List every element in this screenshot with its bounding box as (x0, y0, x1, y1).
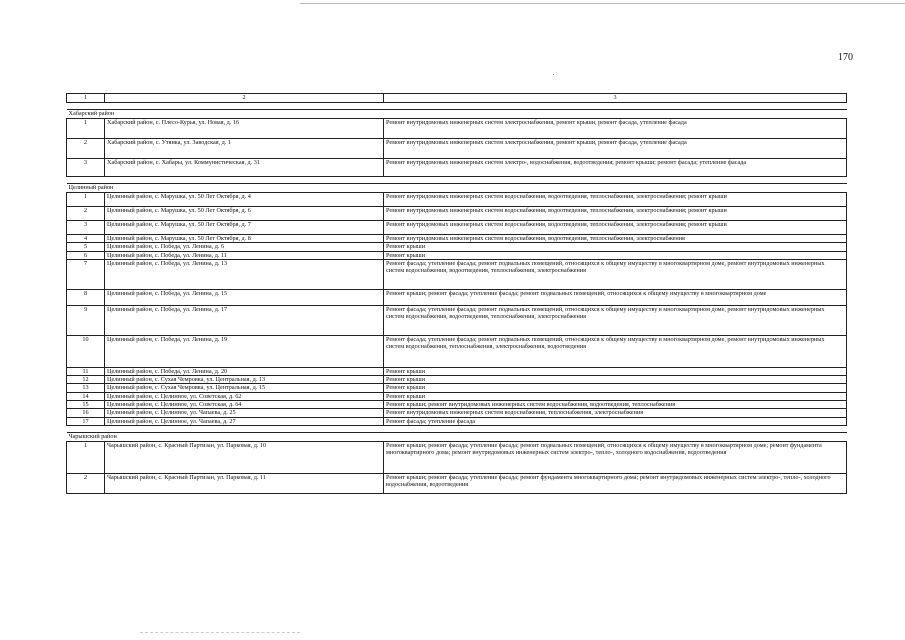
row-number: 2 (67, 473, 105, 493)
row-number: 6 (67, 251, 105, 259)
row-number: 8 (67, 289, 105, 305)
row-address: Целинный район, с. Победа, ул. Ленина, д. 17 (105, 305, 384, 335)
row-address: Целинный район, с. Марушка, ул. 50 Лет Октября, д. 7 (105, 221, 384, 235)
row-number: 11 (67, 367, 105, 375)
row-works: Ремонт крыши (384, 367, 847, 375)
row-works: Ремонт крыши; ремонт фасада; утепление фасада; ремонт подвальных помещений, относящихся к общему имуществу в многоквартирном доме; ремонт фундамента многоквартирного дома; ремонт внутридомовых инженерных систем электро-, тепло-, холодного водоснабжения, водоотведения (384, 441, 847, 473)
section-title: Хабарский район (67, 110, 847, 119)
table-row (67, 473, 847, 493)
row-address: Целинный район, с. Победа, ул. Ленина, д. 19 (105, 335, 384, 367)
table-row (67, 409, 847, 417)
section-title: Целинный район (67, 184, 847, 193)
row-works: Ремонт фасада; утепление фасада (384, 417, 847, 425)
section-spacer (67, 425, 847, 432)
table-row (67, 207, 847, 221)
section-title: Чарышский район (67, 432, 847, 441)
table-row (67, 193, 847, 207)
row-works: Ремонт фасада; утепление фасада; ремонт подвальных помещений, относящихся к общему имуществу в многоквартирном доме, ремонт внутридомовых инженерных систем водоснабжения, водоотведения, теплоснабжения, электроснабжения (384, 305, 847, 335)
row-address: Хабарский район, с. Хабары, ул. Коммунистическая, д. 31 (105, 159, 384, 177)
row-works: Ремонт внутридомовых инженерных систем водоснабжения, водоотведения, теплоснабжения, электроснабжения; ремонт крыши (384, 193, 847, 207)
row-number: 5 (67, 243, 105, 251)
table-row (67, 251, 847, 259)
row-works: Ремонт крыши; ремонт внутридомовых инженерных систем водоснабжения, водоотведения, теплоснабжения (384, 401, 847, 409)
table-row (67, 367, 847, 375)
row-number: 1 (67, 441, 105, 473)
section-spacer-cell (67, 103, 847, 110)
row-address: Целинный район, с. Марушка, ул. 50 Лет Октября, д. 6 (105, 207, 384, 221)
section-spacer-cell (67, 425, 847, 432)
page-number: 170 (838, 52, 853, 63)
row-works: Ремонт крыши (384, 384, 847, 392)
row-works: Ремонт внутридомовых инженерных систем электроснабжения, ремонт крыши, ремонт фасада, утепление фасада (384, 139, 847, 159)
housing-repair-table (66, 93, 847, 494)
row-number: 12 (67, 376, 105, 384)
row-address: Хабарский район, с. Плесо-Курья, ул. Новая, д. 16 (105, 119, 384, 139)
row-number: 16 (67, 409, 105, 417)
row-works: Ремонт крыши (384, 392, 847, 400)
table-row (67, 119, 847, 139)
row-works: Ремонт крыши (384, 251, 847, 259)
row-number: 15 (67, 401, 105, 409)
row-works: Ремонт крыши (384, 243, 847, 251)
row-address: Целинный район, с. Целинное, ул. Советская, д. 62 (105, 392, 384, 400)
row-number: 14 (67, 392, 105, 400)
column-header-number: 1 (67, 94, 105, 103)
row-address: Чарышский район, с. Красный Партизан, ул. Парковая, д. 10 (105, 441, 384, 473)
section-spacer (67, 177, 847, 184)
row-address: Целинный район, с. Сухая Чемровка, ул. Центральная, д. 15 (105, 384, 384, 392)
row-number: 4 (67, 235, 105, 243)
table-row (67, 392, 847, 400)
row-number: 2 (67, 207, 105, 221)
row-address: Целинный район, с. Победа, ул. Ленина, д. 20 (105, 367, 384, 375)
row-works: Ремонт внутридомовых инженерных систем электроснабжения, ремонт крыши, ремонт фасада, утепление фасада (384, 119, 847, 139)
table-row (67, 289, 847, 305)
row-number: 10 (67, 335, 105, 367)
section-spacer (67, 103, 847, 110)
row-number: 9 (67, 305, 105, 335)
row-address: Чарышский район, с. Красный Партизан, ул. Парковая, д. 11 (105, 473, 384, 493)
row-address: Целинный район, с. Победа, ул. Ленина, д. 11 (105, 251, 384, 259)
row-number: 13 (67, 384, 105, 392)
row-address: Целинный район, с. Целинное, ул. Чапаева, д. 27 (105, 417, 384, 425)
row-number: 17 (67, 417, 105, 425)
row-address: Целинный район, с. Сухая Чемровка, ул. Центральная, д. 13 (105, 376, 384, 384)
table-row (67, 243, 847, 251)
row-works: Ремонт внутридомовых инженерных систем водоснабжения, водоотведения, теплоснабжения, электроснабжения; ремонт крыши (384, 207, 847, 221)
row-address: Хабарский район, с. Утянка, ул. Заводская, д. 1 (105, 139, 384, 159)
table-header-row (67, 94, 847, 103)
table-row (67, 441, 847, 473)
row-address: Целинный район, с. Целинное, ул. Советская, д. 64 (105, 401, 384, 409)
section-title-row (67, 184, 847, 193)
row-address: Целинный район, с. Марушка, ул. 50 Лет Октября, д. 4 (105, 193, 384, 207)
table-row (67, 259, 847, 289)
column-header-address: 2 (105, 94, 384, 103)
row-works: Ремонт внутридомовых инженерных систем водоснабжения, водоотведения, теплоснабжения, электроснабжения (384, 235, 847, 243)
row-works: Ремонт крыши; ремонт фасада; утепление фасада; ремонт фундамента многоквартирного дома; ремонт внутридомовых инженерных систем электро-, тепло-, холодного водоснабжения, водоотведения (384, 473, 847, 493)
table-row (67, 221, 847, 235)
row-address: Целинный район, с. Целинное, ул. Чапаева, д. 25 (105, 409, 384, 417)
table-body (67, 103, 847, 494)
section-title-row (67, 432, 847, 441)
column-header-works: 3 (384, 94, 847, 103)
table-row (67, 417, 847, 425)
table-row (67, 335, 847, 367)
scan-border-line (300, 3, 905, 4)
row-address: Целинный район, с. Победа, ул. Ленина, д. 15 (105, 289, 384, 305)
table-row (67, 384, 847, 392)
row-works: Ремонт внутридомовых инженерных систем электро-, водоснабжения, водоотведения; ремонт крыши; ремонт фасада; утепление фасада (384, 159, 847, 177)
row-works: Ремонт крыши (384, 376, 847, 384)
table-row (67, 159, 847, 177)
table-row (67, 376, 847, 384)
table-row (67, 139, 847, 159)
section-title-row (67, 110, 847, 119)
row-number: 3 (67, 159, 105, 177)
row-address: Целинный район, с. Победа, ул. Ленина, д. 13 (105, 259, 384, 289)
row-number: 2 (67, 139, 105, 159)
scan-dot (553, 74, 554, 75)
row-works: Ремонт внутридомовых инженерных систем водоснабжения, водоотведения, теплоснабжения, электроснабжения; ремонт крыши (384, 221, 847, 235)
section-spacer-cell (67, 177, 847, 184)
row-address: Целинный район, с. Победа, ул. Ленина, д. 6 (105, 243, 384, 251)
row-works: Ремонт фасада; утепление фасада; ремонт подвальных помещений, относящихся к общему имуществу в многоквартирном доме, ремонт внутридомовых инженерных систем водоснабжения, водоотведения, теплоснабжения, электроснабжения (384, 259, 847, 289)
row-number: 1 (67, 119, 105, 139)
row-works: Ремонт крыши; ремонт фасада; утепление фасада; ремонт подвальных помещений, относящихся к общему имуществу в многоквартирном доме (384, 289, 847, 305)
row-works: Ремонт фасада; утепление фасада; ремонт подвальных помещений, относящихся к общему имуществу в многоквартирном доме, ремонт внутридомовых инженерных систем водоснабжения, теплоснабжения, электроснабжения, водоотведения (384, 335, 847, 367)
row-number: 1 (67, 193, 105, 207)
table-row (67, 401, 847, 409)
table-row (67, 305, 847, 335)
scan-artifact (140, 632, 300, 633)
row-number: 3 (67, 221, 105, 235)
row-works: Ремонт внутридомовых инженерных систем водоснабжения, теплоснабжения, электроснабжения (384, 409, 847, 417)
row-address: Целинный район, с. Марушка, ул. 50 Лет Октября, д. 8 (105, 235, 384, 243)
table-row (67, 235, 847, 243)
row-number: 7 (67, 259, 105, 289)
